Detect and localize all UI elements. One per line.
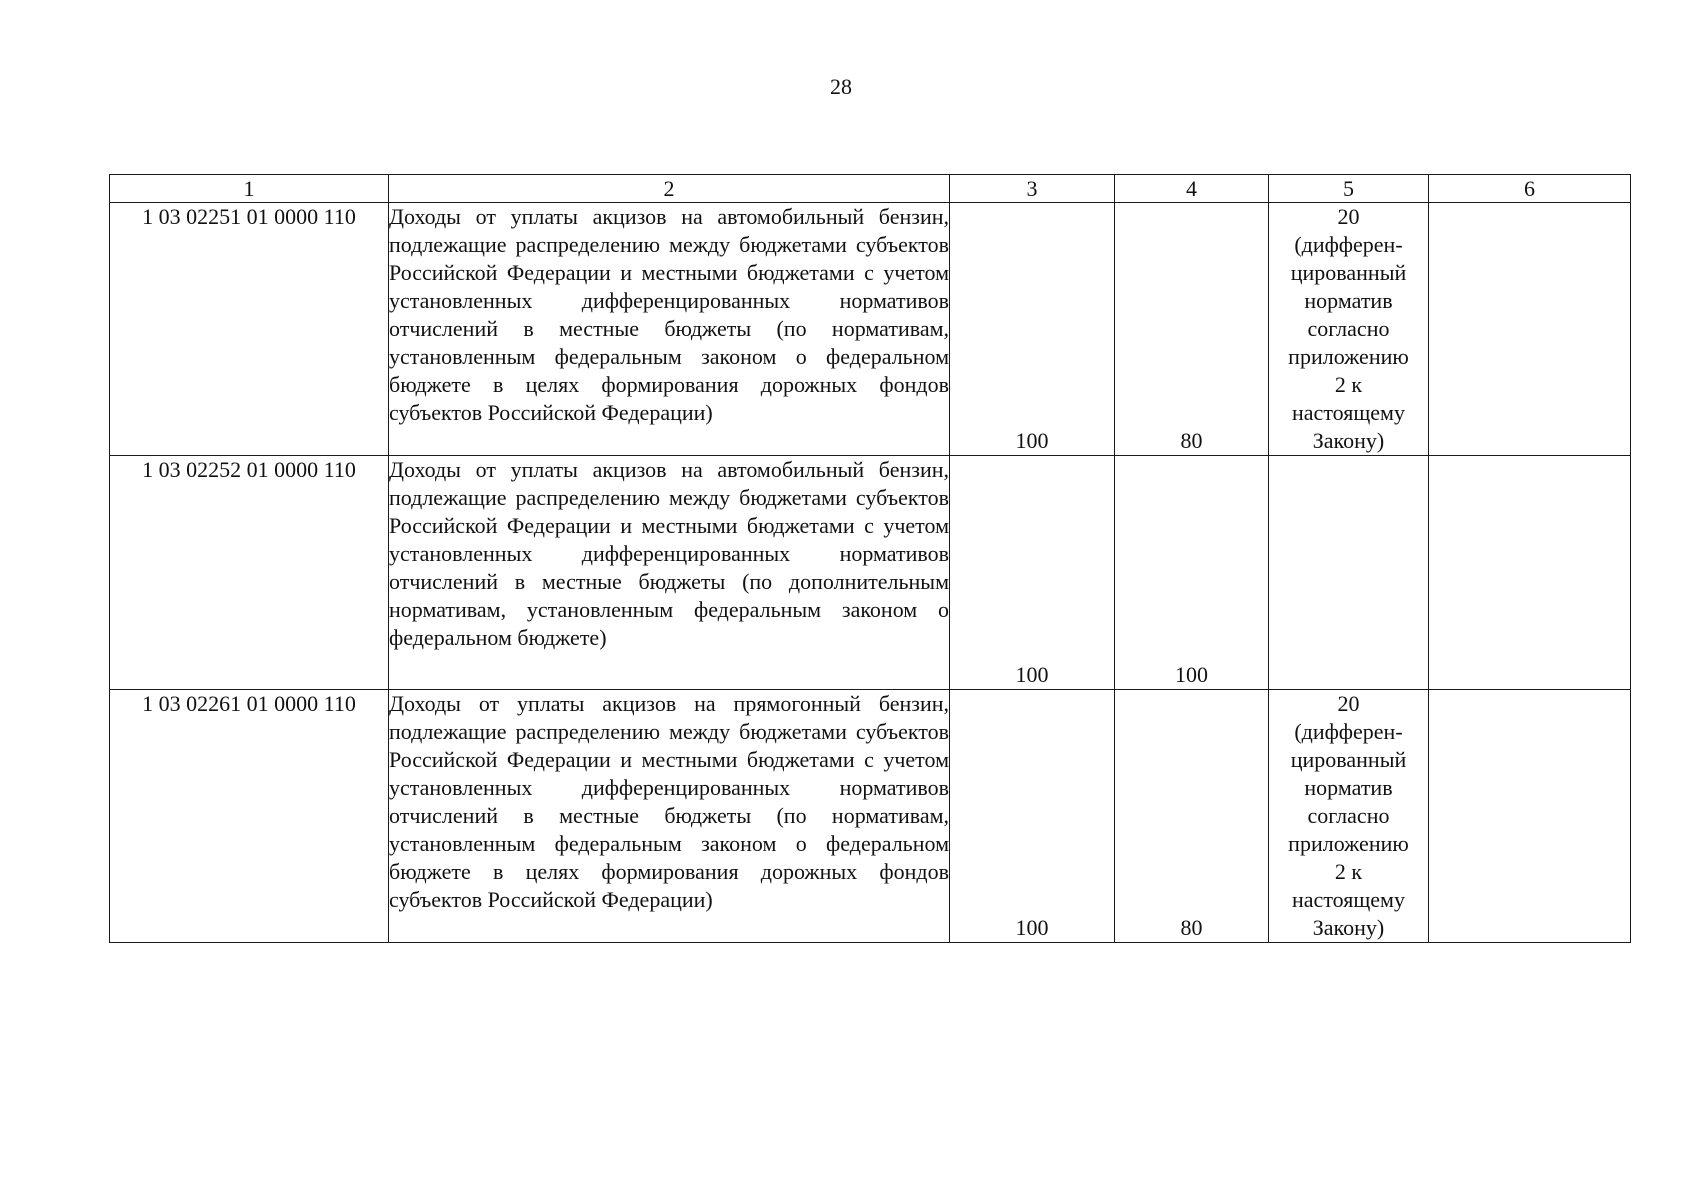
row-col4-value: 100: [1115, 456, 1269, 690]
note-line: согласно: [1307, 316, 1390, 341]
note-line: 2 к: [1334, 859, 1363, 884]
table-row: [110, 456, 1631, 690]
row-col4-value: 80: [1115, 203, 1269, 456]
note-line: приложению: [1288, 344, 1409, 369]
row-col3-value: 100: [950, 690, 1115, 943]
header-col-2: 2: [389, 175, 950, 203]
note-line: (дифферен-: [1294, 719, 1403, 744]
row-code: 1 03 02252 01 0000 110: [110, 456, 389, 690]
note-line: настоящему: [1292, 400, 1405, 425]
note-line: согласно: [1307, 803, 1390, 828]
note-line: (дифферен-: [1294, 232, 1403, 257]
table-row: [110, 690, 1631, 943]
revenue-table: [109, 174, 1631, 943]
row-col3-value: 100: [950, 203, 1115, 456]
header-col-4: 4: [1115, 175, 1269, 203]
header-col-3: 3: [950, 175, 1115, 203]
row-col4-value: 80: [1115, 690, 1269, 943]
row-col5-note: [1269, 203, 1429, 456]
note-line: цированный: [1290, 747, 1407, 772]
note-line: настоящему: [1292, 887, 1405, 912]
note-line: 20: [1337, 204, 1360, 229]
note-line: цированный: [1290, 260, 1407, 285]
note-line: 2 к: [1334, 372, 1363, 397]
note-line: Закону): [1312, 915, 1385, 940]
table-row: [110, 203, 1631, 456]
row-col6-value: [1429, 456, 1631, 690]
header-col-5: 5: [1269, 175, 1429, 203]
row-description: Доходы от уплаты акцизов на автомобильный бензин, подлежащие распределению между бюджетами субъектов Российской Федерации и местными бюджетами с учетом установленных дифференцированных нормативов отчислений в местные бюджеты (по нормативам, установленным федеральным законом о федеральном бюджете в целях формирования дорожных фондов субъектов Российской Федерации): [389, 203, 950, 456]
table-header: [110, 175, 1631, 203]
row-col5-note: [1269, 690, 1429, 943]
note-line: 20: [1337, 691, 1360, 716]
header-row: [110, 175, 1631, 203]
note-line: норматив: [1304, 288, 1393, 313]
header-col-6: 6: [1429, 175, 1631, 203]
row-description: Доходы от уплаты акцизов на автомобильный бензин, подлежащие распределению между бюджетами субъектов Российской Федерации и местными бюджетами с учетом установленных дифференцированных нормативов отчислений в местные бюджеты (по дополнительным нормативам, установленным федеральным законом о федеральном бюджете): [389, 456, 950, 690]
row-col3-value: 100: [950, 456, 1115, 690]
row-description: Доходы от уплаты акцизов на прямогонный бензин, подлежащие распределению между бюджетами субъектов Российской Федерации и местными бюджетами с учетом установленных дифференцированных нормативов отчислений в местные бюджеты (по нормативам, установленным федеральным законом о федеральном бюджете в целях формирования дорожных фондов субъектов Российской Федерации): [389, 690, 950, 943]
note-line: приложению: [1288, 831, 1409, 856]
header-col-1: 1: [110, 175, 389, 203]
page-number: 28: [830, 74, 852, 99]
note-line: норматив: [1304, 775, 1393, 800]
row-code: 1 03 02261 01 0000 110: [110, 690, 389, 943]
note-line: Закону): [1312, 428, 1385, 453]
table-body: [110, 203, 1631, 943]
row-col5-note: [1269, 456, 1429, 690]
row-col6-value: [1429, 203, 1631, 456]
row-code: 1 03 02251 01 0000 110: [110, 203, 389, 456]
row-col6-value: [1429, 690, 1631, 943]
